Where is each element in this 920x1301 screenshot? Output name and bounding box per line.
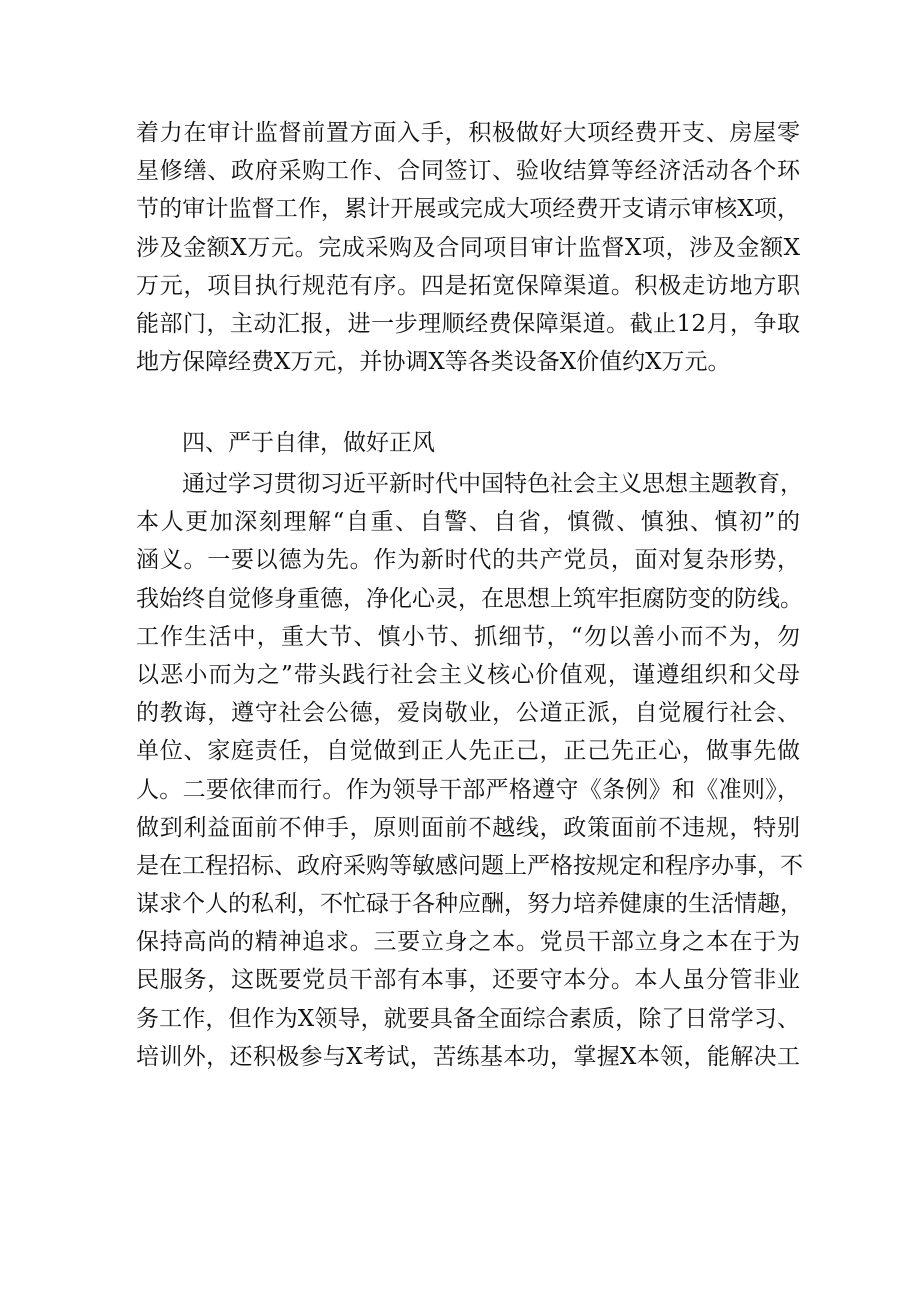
paragraph-line: 万元，项目执行规范有序。四是拓宽保障渠道。积极走访地方职	[136, 272, 800, 299]
paragraph-line: 涉及金额X万元。完成采购及合同项目审计监督X项，涉及金额X	[136, 234, 800, 261]
paragraph-line: 星修缮、政府采购工作、合同签订、验收结算等经济活动各个环	[136, 158, 800, 185]
paragraph-line: 以恶小而为之”带头践行社会主义核心价值观，谨遵组织和父母	[136, 661, 800, 688]
paragraph-line: 单位、家庭责任，自觉做到正人先正己，正己先正心，做事先做	[136, 738, 800, 765]
paragraph-line: 培训外，还积极参与X考试，苦练基本功，掌握X本领，能解决工	[136, 1043, 800, 1070]
paragraph-line: 着力在审计监督前置方面入手，积极做好大项经费开支、房屋零	[136, 120, 800, 146]
paragraph-line: 本人更加深刻理解“自重、自警、自省，慎微、慎独、慎初”的	[136, 509, 800, 536]
paragraph-line: 做到利益面前不伸手，原则面前不越线，政策面前不违规，特别	[136, 814, 800, 841]
paragraph-line: 涵义。一要以德为先。作为新时代的共产党员，面对复杂形势，	[136, 547, 800, 574]
paragraph-audit-work	[136, 114, 800, 381]
paragraph-line: 保持高尚的精神追求。三要立身之本。党员干部立身之本在于为	[136, 929, 800, 956]
paragraph-line: 谋求个人的私利，不忙碌于各种应酬，努力培养健康的生活情趣，	[136, 891, 803, 918]
paragraph-line: 人。二要依律而行。作为领导干部严格遵守《条例》和《准则》，	[136, 776, 800, 803]
paragraph-self-discipline	[136, 465, 803, 1076]
paragraph-line: 是在工程招标、政府采购等敏感问题上严格按规定和程序办事，不	[136, 852, 803, 879]
paragraph-line: 的教诲，遵守社会公德，爱岗敬业，公道正派，自觉履行社会、	[136, 700, 800, 727]
paragraph-line: 民服务，这既要党员干部有本事，还要守本分。本人虽分管非业	[136, 967, 800, 994]
paragraph-line: 通过学习贯彻习近平新时代中国特色社会主义思想主题教育，	[136, 471, 803, 497]
paragraph-line: 能部门，主动汇报，进一步理顺经费保障渠道。截止12月，争取	[136, 310, 800, 337]
paragraph-line: 务工作，但作为X领导，就要具备全面综合素质，除了日常学习、	[136, 1005, 800, 1032]
paragraph-line: 我始终自觉修身重德，净化心灵，在思想上筑牢拒腐防变的防线。	[136, 585, 803, 612]
paragraph-line: 工作生活中，重大节、慎小节、抓细节，“勿以善小而不为，勿	[136, 623, 800, 650]
paragraph-line: 节的审计监督工作，累计开展或完成大项经费开支请示审核X项，	[136, 196, 800, 223]
paragraph-line: 地方保障经费X万元，并协调X等各类设备X价值约X万元。	[136, 349, 731, 376]
section-heading: 四、严于自律，做好正风	[182, 430, 435, 456]
